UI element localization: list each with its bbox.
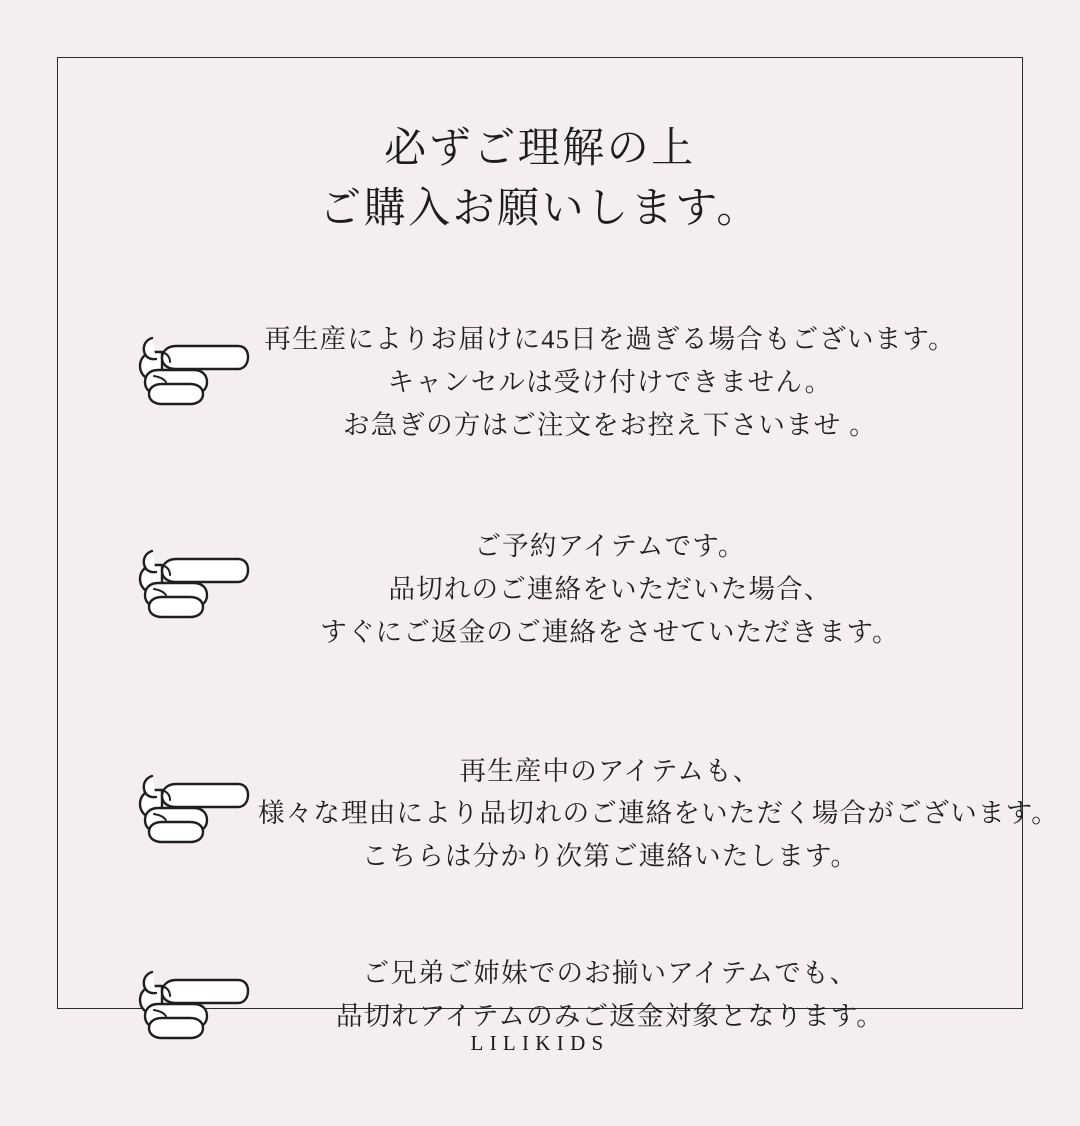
pointing-hand-left-icon <box>118 318 258 414</box>
notice-text <box>258 525 962 654</box>
notice-line: 様々な理由により品切れのご連絡をいただく場合がございます。 <box>258 798 1059 829</box>
notice-item <box>58 750 1059 879</box>
notice-line: ご兄弟ご姉妹でのお揃いアイテムでも、 <box>362 958 858 989</box>
notice-text <box>258 750 1059 879</box>
notice-line: こちらは分かり次第ご連絡いたします。 <box>361 841 859 872</box>
notice-line: 品切れのご連絡をいただいた場合、 <box>388 573 832 604</box>
notice-line: 再生産によりお届けに45日を過ぎる場合もございます。 <box>264 324 956 354</box>
pointing-hand-left-icon <box>118 756 258 852</box>
page-title-line-2: ご購入お願いします。 <box>319 185 761 232</box>
brand-logo: LILIKIDS <box>470 1031 610 1055</box>
page-title <box>58 120 1022 239</box>
notice-line: キャンセルは受け付けできません。 <box>387 366 833 397</box>
content-frame <box>57 57 1059 1032</box>
notice-text <box>258 318 962 447</box>
notice-line: すぐにご返金のご連絡をさせていただきます。 <box>320 616 900 647</box>
notice-list <box>58 318 1059 1126</box>
notice-item <box>58 525 1022 654</box>
notice-line: ご予約アイテムです。 <box>474 530 746 561</box>
page-title-line-1: 必ずご理解の上 <box>384 126 696 172</box>
notice-line: お急ぎの方はご注文をお控え下さいませ 。 <box>343 409 877 440</box>
notice-text <box>258 952 962 1038</box>
notice-item <box>58 318 1022 447</box>
pointing-hand-left-icon <box>118 531 258 627</box>
notice-line: 品切れアイテムのみご返金対象となります。 <box>335 1001 885 1032</box>
notice-line: 再生産中のアイテムも、 <box>459 755 761 786</box>
